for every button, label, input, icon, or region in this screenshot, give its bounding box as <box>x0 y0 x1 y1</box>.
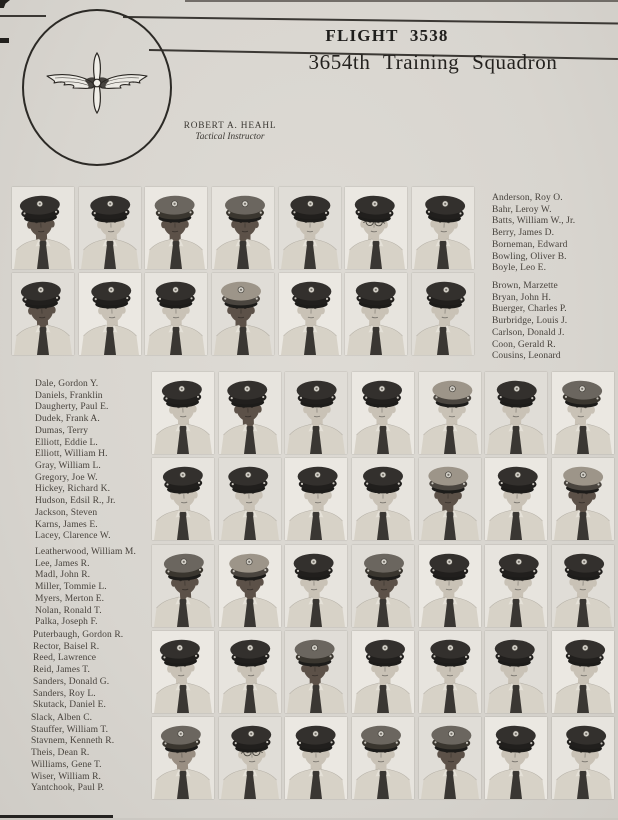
portrait-photo <box>419 717 481 799</box>
roster-name: Skutack, Daniel E. <box>33 700 107 711</box>
portrait-photo <box>212 273 274 355</box>
roster-name: Myers, Merton E. <box>35 593 105 604</box>
roster-name: Lee, James R. <box>35 558 90 569</box>
roster-group-left-4 <box>33 630 123 712</box>
portrait-photo <box>352 458 414 540</box>
roster-name: Williams, Gene T. <box>31 759 102 770</box>
roster-name: Borneman, Edward <box>492 239 568 250</box>
instructor-role: Tactical Instructor <box>195 132 265 142</box>
scan-artifact-corner <box>0 0 10 8</box>
portrait-photo <box>345 187 407 269</box>
portrait-photo <box>552 631 614 713</box>
portrait-photo <box>279 187 341 269</box>
portrait-photo <box>419 372 481 454</box>
portrait-photo <box>552 545 614 627</box>
instructor-name: ROBERT A. HEAHL <box>183 121 277 131</box>
portrait-photo <box>285 717 347 799</box>
roster-name: Dumas, Terry <box>35 425 89 436</box>
roster-name: Bryan, John H. <box>492 292 551 303</box>
portrait-photo <box>345 273 407 355</box>
roster-name: Stauffer, William T. <box>31 724 109 735</box>
roster-name: Sanders, Donald G. <box>33 676 110 687</box>
roster-group-left-3 <box>35 547 136 629</box>
roster-name: Yantchook, Paul P. <box>31 783 105 794</box>
portrait-photo <box>219 717 281 799</box>
header-rule-left <box>0 15 46 17</box>
roster-name: Madl, John R. <box>35 570 91 581</box>
portrait-photo <box>352 545 414 627</box>
portrait-photo <box>552 717 614 799</box>
roster-name: Hickey, Richard K. <box>35 484 111 495</box>
roster-name: Bowling, Oliver B. <box>492 251 567 262</box>
portrait-photo <box>12 187 74 269</box>
roster-name: Carlson, Donald J. <box>492 327 565 338</box>
page-subtitle: 3654th Training Squadron <box>308 50 558 74</box>
portrait-photo <box>152 717 214 799</box>
header-rule-top <box>123 16 618 24</box>
portrait-photo <box>152 458 214 540</box>
portrait-photo <box>412 187 474 269</box>
roster-name: Elliott, William H. <box>35 449 108 460</box>
portrait-photo <box>485 545 547 627</box>
roster-group-left-1 <box>35 379 108 461</box>
scan-artifact-edge <box>0 38 9 43</box>
roster-name: Hudson, Edsil R., Jr. <box>35 496 116 507</box>
roster-name: Slack, Alben C. <box>31 713 93 723</box>
portrait-photo <box>485 717 547 799</box>
portrait-photo <box>352 372 414 454</box>
portrait-photo <box>352 631 414 713</box>
roster-name: Brown, Marzette <box>492 281 558 291</box>
roster-group-left-5 <box>31 713 114 795</box>
roster-name: Stavnem, Kenneth R. <box>31 736 115 747</box>
roster-name: Karns, James E. <box>35 519 98 530</box>
photo-grid-top <box>12 187 474 355</box>
portrait-photo <box>552 458 614 540</box>
portrait-photo <box>352 717 414 799</box>
roster-name: Theis, Dean R. <box>31 748 90 759</box>
portrait-photo <box>219 372 281 454</box>
roster-name: Daniels, Franklin <box>35 390 103 401</box>
portrait-photo <box>285 458 347 540</box>
portrait-photo <box>79 187 141 269</box>
roster-name: Jackson, Steven <box>35 507 98 518</box>
roster-name: Reed, Lawrence <box>33 653 97 664</box>
portrait-photo <box>412 273 474 355</box>
roster-name: Gregory, Joe W. <box>35 472 98 483</box>
roster-name: Elliott, Eddie L. <box>35 437 98 448</box>
roster-name: Palka, Joseph F. <box>35 617 98 628</box>
page-title: FLIGHT 3538 <box>325 26 449 45</box>
roster-name: Buerger, Charles P. <box>492 304 567 315</box>
portrait-photo <box>285 545 347 627</box>
roster-name: Gray, William L. <box>35 461 101 471</box>
scan-artifact-top <box>185 0 618 2</box>
roster-group-right-1 <box>492 193 575 275</box>
roster-name: Burbridge, Louis J. <box>492 316 568 327</box>
roster-name: Rector, Baisel R. <box>33 641 100 652</box>
portrait-photo <box>152 631 214 713</box>
portrait-photo <box>419 458 481 540</box>
roster-name: Coon, Gerald R. <box>492 339 556 350</box>
portrait-photo <box>145 187 207 269</box>
portrait-photo <box>419 545 481 627</box>
roster-name: Anderson, Roy O. <box>492 193 563 203</box>
roster-name: Cousins, Leonard <box>492 351 561 362</box>
roster-name: Daugherty, Paul E. <box>35 402 109 413</box>
portrait-photo <box>152 372 214 454</box>
roster-name: Sanders, Roy L. <box>33 688 96 699</box>
roster-name: Nolan, Ronald T. <box>35 605 102 616</box>
roster-group-left-2 <box>35 461 115 543</box>
roster-name: Leatherwood, William M. <box>35 547 136 557</box>
portrait-photo <box>285 631 347 713</box>
roster-name: Boyle, Leo E. <box>492 263 547 274</box>
portrait-photo <box>219 458 281 540</box>
portrait-photo <box>219 545 281 627</box>
roster-name: Bahr, Leroy W. <box>492 204 552 215</box>
roster-name: Dudek, Frank A. <box>35 414 100 425</box>
winged-propeller-icon <box>41 51 153 115</box>
instructor-block <box>178 121 282 142</box>
portrait-photo <box>145 273 207 355</box>
portrait-photo <box>485 458 547 540</box>
roster-name: Miller, Tommie L. <box>35 582 107 593</box>
portrait-photo <box>79 273 141 355</box>
portrait-photo <box>419 631 481 713</box>
portrait-photo <box>485 631 547 713</box>
portrait-photo <box>285 372 347 454</box>
roster-name: Dale, Gordon Y. <box>35 379 99 389</box>
portrait-photo <box>12 273 74 355</box>
portrait-photo <box>152 545 214 627</box>
roster-name: Lacey, Clarence W. <box>35 531 111 542</box>
roster-name: Reid, James T. <box>33 665 90 676</box>
portrait-photo <box>219 631 281 713</box>
roster-name: Batts, William W., Jr. <box>492 216 576 227</box>
photo-grid-bottom <box>152 372 614 799</box>
roster-name: Berry, James D. <box>492 228 555 239</box>
roster-group-right-2 <box>492 281 567 363</box>
roster-name: Wiser, William R. <box>31 771 102 782</box>
portrait-photo <box>552 372 614 454</box>
squadron-emblem <box>22 9 172 166</box>
portrait-photo <box>212 187 274 269</box>
portrait-photo <box>279 273 341 355</box>
roster-name: Puterbaugh, Gordon R. <box>33 630 124 640</box>
portrait-photo <box>485 372 547 454</box>
